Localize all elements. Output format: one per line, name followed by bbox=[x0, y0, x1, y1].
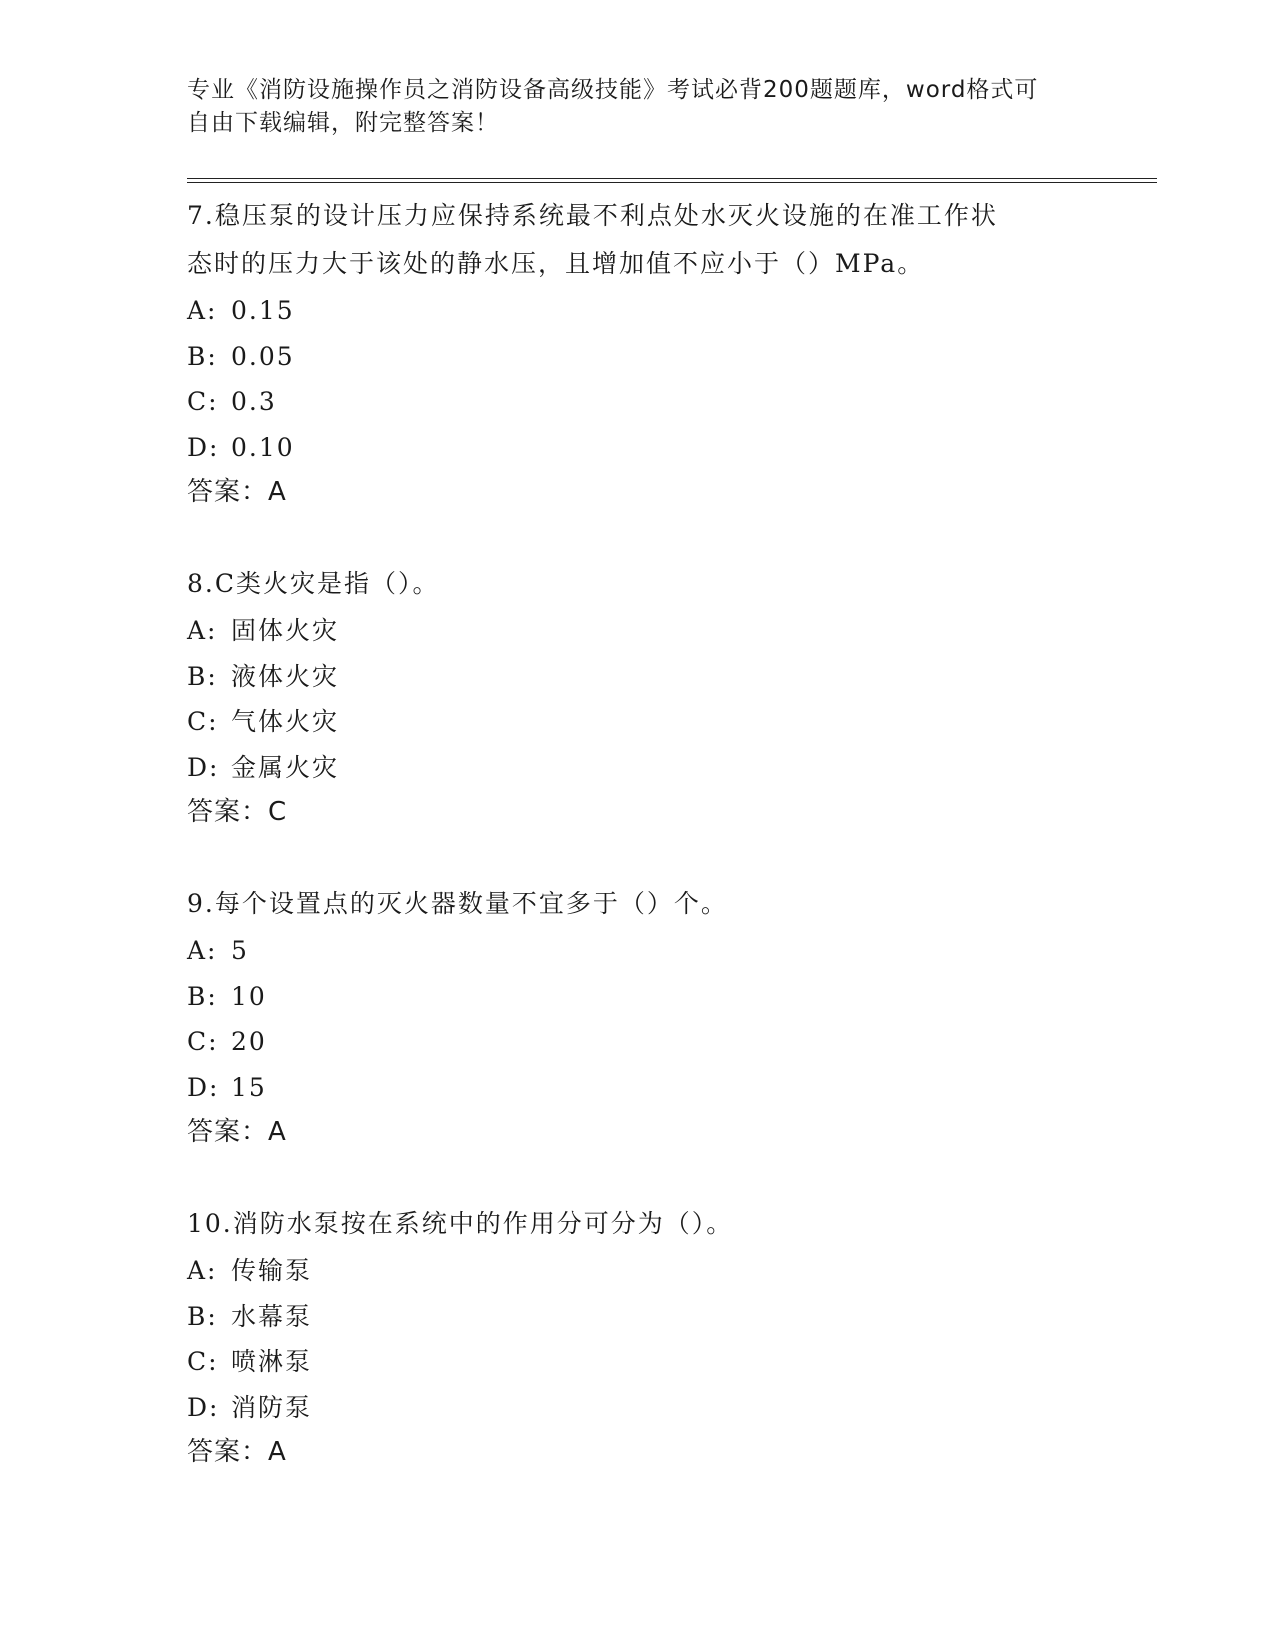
option-key: D: bbox=[187, 1392, 220, 1422]
option-key: A: bbox=[187, 936, 218, 965]
question-stem bbox=[187, 880, 1087, 928]
option-key: C: bbox=[187, 387, 219, 416]
question-stem-line: 态时的压力大于该处的静水压，且增加值不应小于（）MPa。 bbox=[187, 249, 925, 278]
option-c bbox=[187, 379, 1087, 425]
option-key: B: bbox=[187, 981, 218, 1011]
option-c bbox=[187, 1019, 1087, 1065]
question-stem bbox=[187, 1200, 1087, 1248]
option-a bbox=[187, 1248, 1087, 1294]
answer-line: 答案：A bbox=[187, 1117, 287, 1147]
option-text: 0.15 bbox=[231, 296, 295, 325]
question-9 bbox=[187, 880, 1087, 1154]
option-d bbox=[187, 425, 1087, 471]
question-7 bbox=[187, 192, 1087, 514]
option-text: 0.05 bbox=[231, 341, 295, 371]
question-10 bbox=[187, 1200, 1087, 1474]
option-key: C: bbox=[187, 1347, 219, 1376]
option-key: D: bbox=[187, 1072, 220, 1102]
option-c bbox=[187, 699, 1087, 745]
option-b bbox=[187, 1294, 1087, 1340]
option-text: 液体火灾 bbox=[231, 661, 340, 691]
option-key: B: bbox=[187, 1301, 218, 1331]
option-a bbox=[187, 288, 1087, 334]
option-text: 消防泵 bbox=[231, 1392, 313, 1422]
option-text: 20 bbox=[231, 1027, 267, 1056]
option-key: A: bbox=[187, 1256, 218, 1285]
option-text: 气体火灾 bbox=[231, 707, 340, 736]
answer-line: 答案：C bbox=[187, 797, 288, 827]
option-key: A: bbox=[187, 296, 218, 325]
option-key: A: bbox=[187, 616, 218, 645]
answer-line: 答案：A bbox=[187, 1437, 287, 1467]
option-key: C: bbox=[187, 707, 219, 736]
option-b bbox=[187, 654, 1087, 700]
header-line-2: 自由下载编辑，附完整答案！ bbox=[187, 110, 499, 136]
option-text: 5 bbox=[231, 936, 249, 965]
option-text: 水幕泵 bbox=[231, 1301, 313, 1331]
option-text: 0.3 bbox=[231, 387, 277, 416]
question-stem-line: 8.C类火灾是指（）。 bbox=[187, 569, 440, 598]
option-key: B: bbox=[187, 661, 218, 691]
header-line-1: 专业《消防设施操作员之消防设备高级技能》考试必背200题题库，word格式可 bbox=[187, 77, 1039, 103]
question-8 bbox=[187, 560, 1087, 834]
option-text: 0.10 bbox=[231, 432, 295, 462]
option-text: 固体火灾 bbox=[231, 616, 340, 645]
option-key: D: bbox=[187, 752, 220, 782]
option-key: B: bbox=[187, 341, 218, 371]
question-stem bbox=[187, 192, 1087, 288]
option-key: C: bbox=[187, 1027, 219, 1056]
question-stem-line: 10.消防水泵按在系统中的作用分可分为（）。 bbox=[187, 1209, 734, 1238]
option-a bbox=[187, 608, 1087, 654]
option-d bbox=[187, 745, 1087, 791]
option-text: 金属火灾 bbox=[231, 752, 340, 782]
option-c bbox=[187, 1339, 1087, 1385]
answer-line: 答案：A bbox=[187, 477, 287, 507]
option-b bbox=[187, 974, 1087, 1020]
option-b bbox=[187, 334, 1087, 380]
option-key: D: bbox=[187, 432, 220, 462]
option-d bbox=[187, 1065, 1087, 1111]
question-list bbox=[187, 192, 1087, 1520]
option-text: 喷淋泵 bbox=[231, 1347, 313, 1376]
question-stem bbox=[187, 560, 1087, 608]
option-d bbox=[187, 1385, 1087, 1431]
document-header bbox=[187, 74, 1067, 140]
option-text: 传输泵 bbox=[231, 1256, 313, 1285]
question-stem-line: 9.每个设置点的灭火器数量不宜多于（）个。 bbox=[187, 889, 728, 918]
header-divider bbox=[187, 178, 1157, 183]
option-text: 10 bbox=[231, 981, 267, 1011]
question-stem-line: 7.稳压泵的设计压力应保持系统最不利点处水灭火设施的在准工作状 bbox=[187, 201, 998, 230]
option-a bbox=[187, 928, 1087, 974]
option-text: 15 bbox=[231, 1072, 267, 1102]
